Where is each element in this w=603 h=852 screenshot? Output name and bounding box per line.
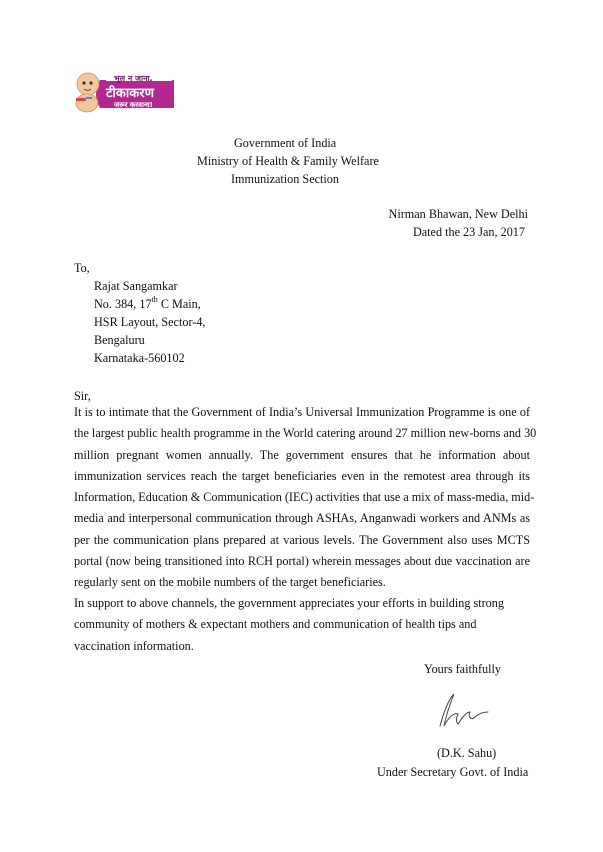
logo-main-text: टीकाकरण — [106, 86, 154, 101]
paragraph-line: community of mothers & expectant mothers and communication of health tips and — [74, 617, 477, 632]
paragraph-line: regularly sent on the mobile numbers of the target beneficiaries. — [74, 575, 386, 590]
header-section: Immunization Section — [231, 172, 339, 186]
paragraph-line: per the communication plans prepared at various levels. The Government also uses MCTS — [74, 532, 530, 547]
recipient-city: Bengaluru — [94, 333, 145, 347]
date: Dated the 23 Jan, 2017 — [412, 225, 525, 239]
paragraph-line: portal (now being transitioned into RCH portal) wherein messages about due vaccination are — [74, 554, 530, 569]
salutation: Sir, — [74, 389, 91, 403]
address-superscript: th — [151, 294, 158, 304]
address-suffix: C Main, — [157, 297, 201, 311]
valediction: Yours faithfully — [424, 662, 501, 676]
signature-scribble — [430, 690, 500, 730]
to-label: To, — [74, 261, 90, 275]
place: Nirman Bhawan, New Delhi — [388, 207, 528, 221]
paragraph-line: immunization services reach the target beneficiaries even in the remotest area through its — [74, 468, 530, 483]
paragraph-line: Information, Education & Communication (IEC) activities that use a mix of mass-media, mid- — [74, 490, 535, 505]
signatory-name: (D.K. Sahu) — [437, 746, 497, 760]
address-prefix: No. 384, 17 — [94, 297, 152, 311]
body-paragraph-1 — [74, 402, 537, 594]
logo-tagline-bottom: जरूर करवाना! — [114, 101, 153, 109]
recipient-address-line1 — [94, 294, 201, 312]
recipient-name: Rajat Sangamkar — [94, 279, 178, 293]
header-government: Government of India — [234, 136, 337, 150]
paragraph-line: In support to above channels, the government appreciates your efforts in building strong — [74, 596, 504, 610]
paragraph-line: the largest public health programme in the World catering around 27 million new-borns and 30 — [74, 426, 537, 441]
paragraph-line: It is to intimate that the Government of India’s Universal Immunization Programme is one of — [74, 405, 530, 419]
body-paragraph-2 — [74, 593, 530, 657]
header-ministry: Ministry of Health & Family Welfare — [197, 154, 379, 168]
paragraph-line: vaccination information. — [74, 638, 194, 653]
paragraph-line: media and interpersonal communication through ASHAs, Anganwadi workers and ANMs as — [74, 511, 530, 526]
paragraph-line: million pregnant women annually. The government ensures that he information about — [74, 447, 530, 462]
recipient-state-pin: Karnataka-560102 — [94, 351, 185, 365]
immunization-logo — [70, 70, 174, 114]
recipient-address-line2: HSR Layout, Sector-4, — [94, 315, 206, 329]
logo-tagline-top: भूल न जाना, — [114, 74, 153, 83]
signatory-title: Under Secretary Govt. of India — [377, 765, 529, 779]
